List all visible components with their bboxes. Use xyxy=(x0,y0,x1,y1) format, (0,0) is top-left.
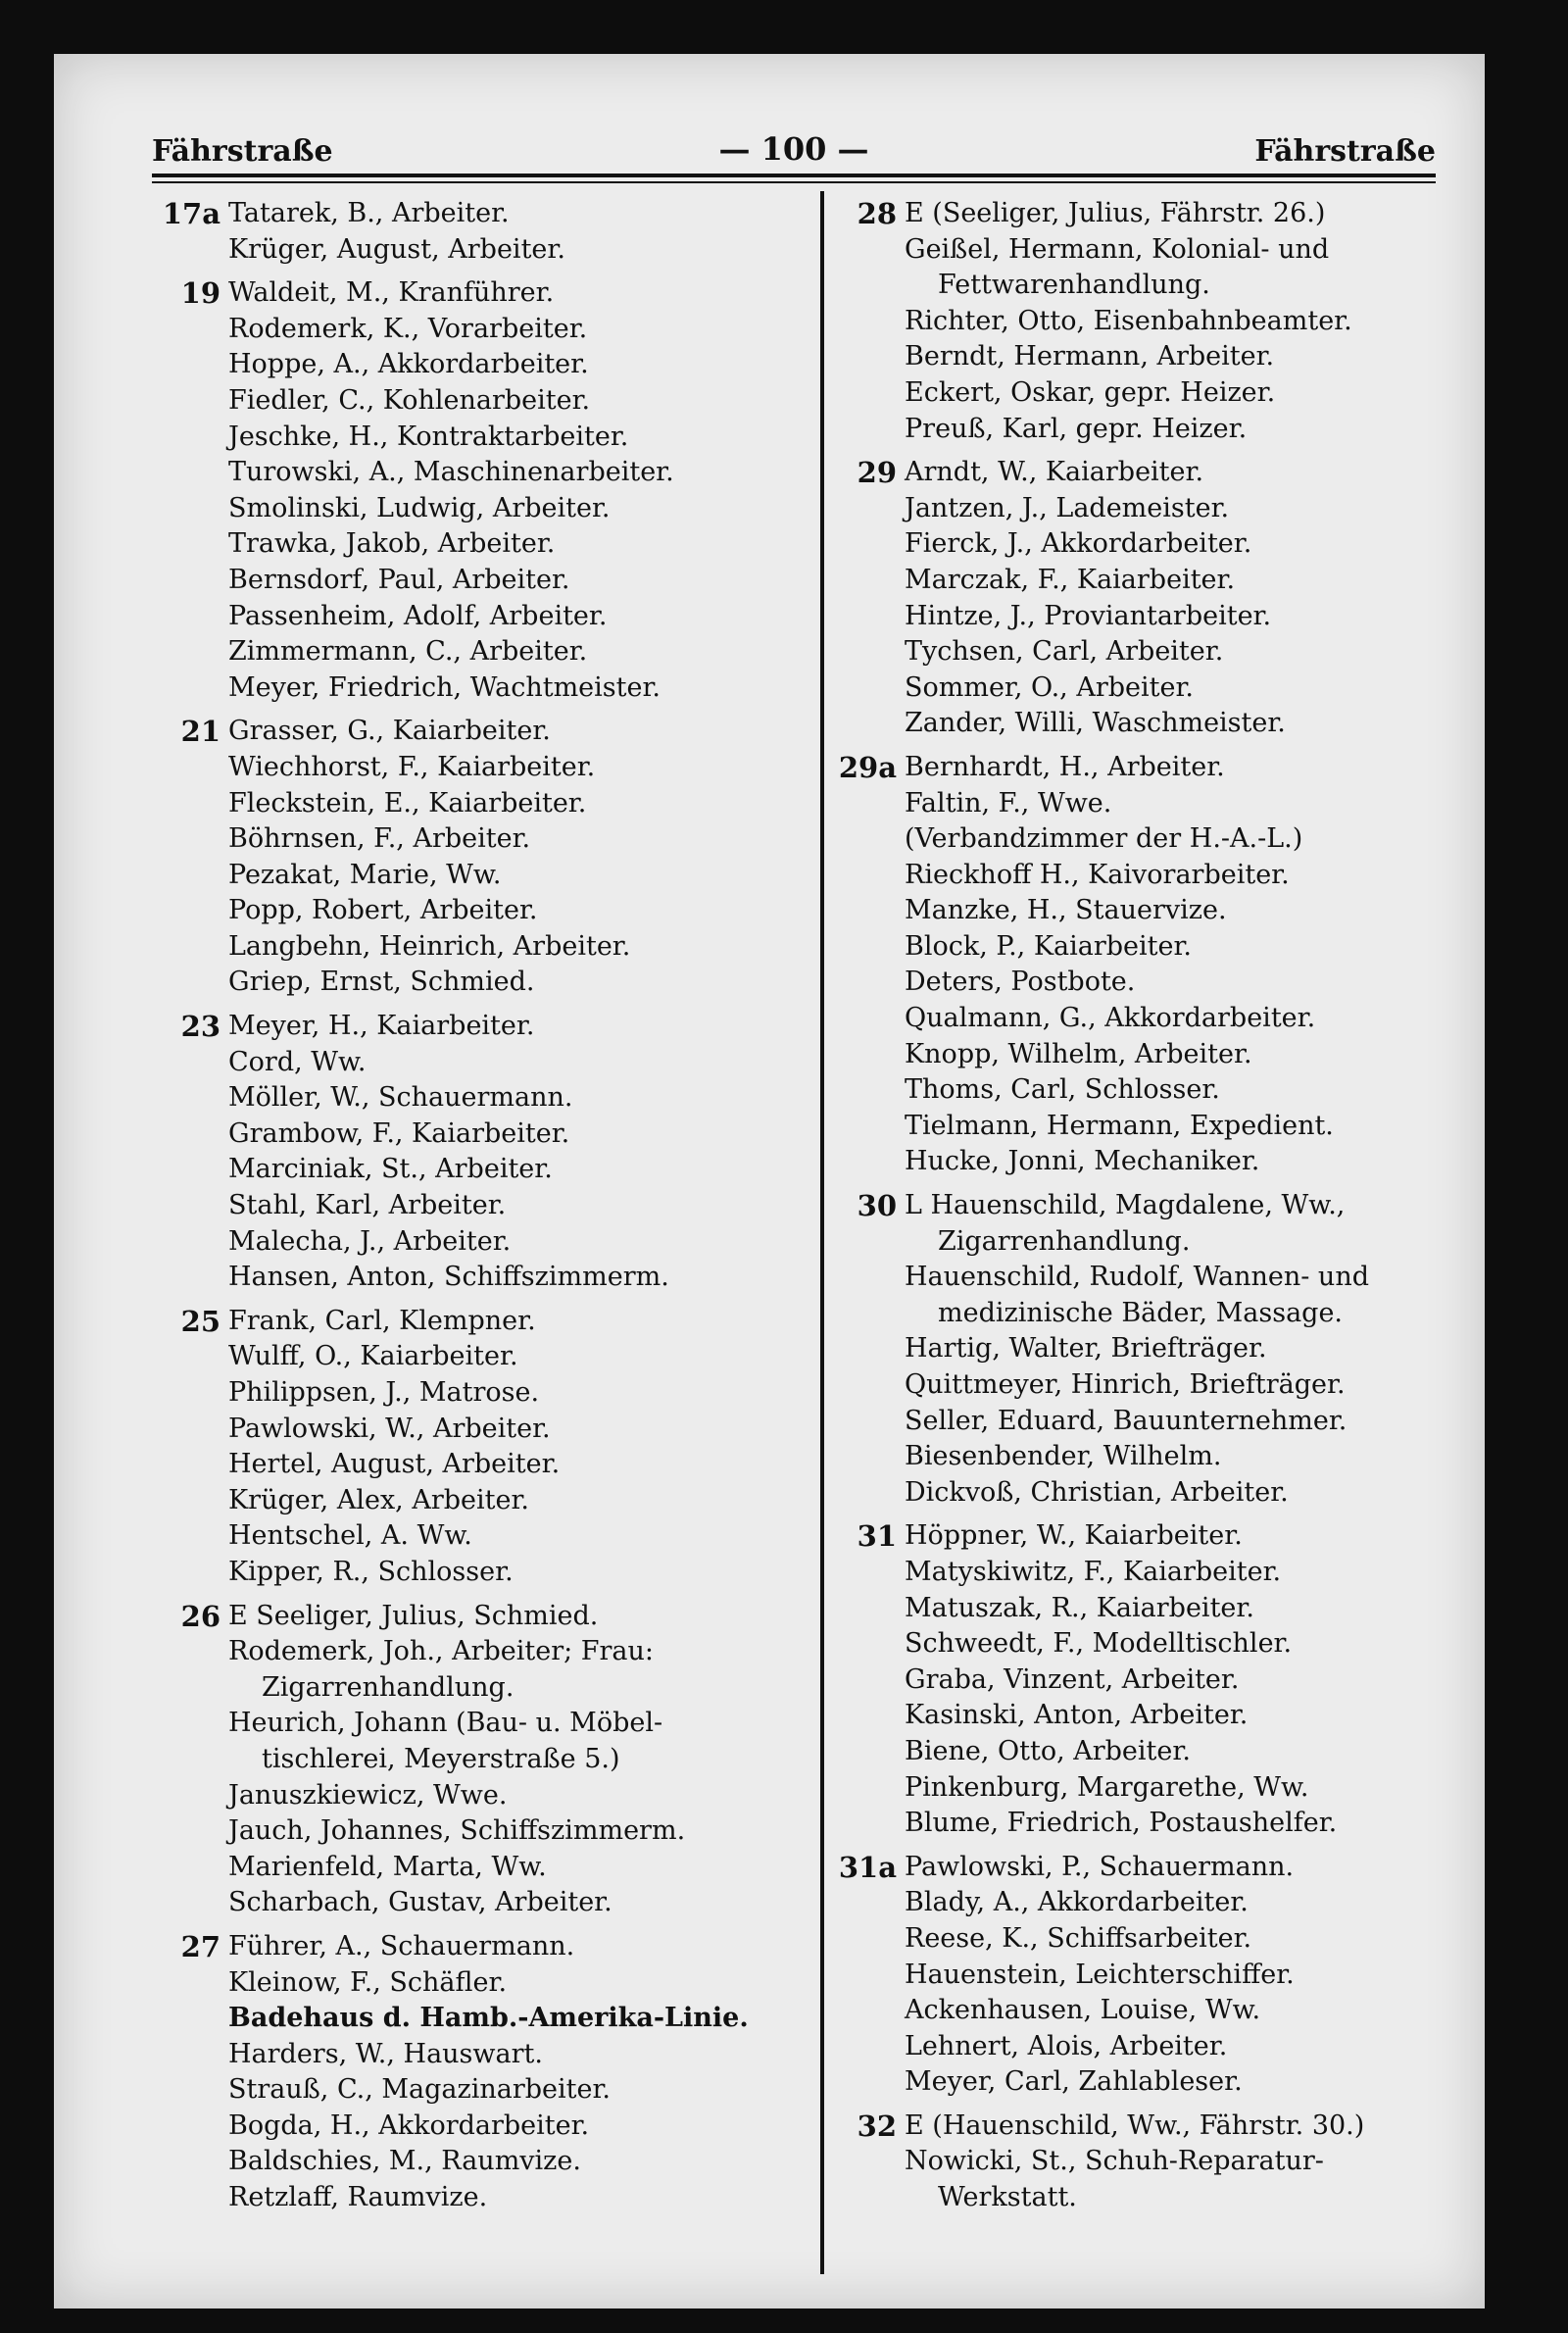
resident-text: Richter, Otto, Eisenbahnbeamter. xyxy=(905,305,1352,336)
resident-line xyxy=(152,1188,808,1224)
resident-line xyxy=(152,1813,808,1850)
resident-line xyxy=(152,1045,808,1081)
house-entry xyxy=(152,1599,808,1921)
resident-text: Kasinski, Anton, Arbeiter. xyxy=(905,1700,1249,1731)
resident-line xyxy=(152,750,808,786)
resident-text: Kipper, R., Schlosser. xyxy=(228,1556,514,1587)
resident-line xyxy=(152,1634,808,1670)
resident-line xyxy=(828,339,1494,375)
resident-text: Hintze, J., Proviantarbeiter. xyxy=(905,600,1272,631)
resident-text: Meyer, Carl, Zahlableser. xyxy=(905,2066,1243,2098)
resident-line xyxy=(152,786,808,822)
resident-text: Harders, W., Hauswart. xyxy=(228,2038,543,2069)
resident-text: Schweedt, F., Modelltischler. xyxy=(905,1628,1293,1660)
resident-text: Strauß, C., Magazinarbeiter. xyxy=(228,2074,612,2106)
resident-line xyxy=(828,2029,1494,2065)
resident-text: Meyer, H., Kaiarbeiter. xyxy=(228,1011,535,1042)
resident-text: Nowicki, St., Schuh-Reparatur- xyxy=(905,2146,1324,2177)
resident-text: Eckert, Oskar, gepr. Heizer. xyxy=(905,376,1276,408)
resident-text: Waldeit, M., Kranführer. xyxy=(228,277,555,309)
resident-line xyxy=(828,929,1494,966)
resident-text: Biene, Otto, Arbeiter. xyxy=(905,1735,1191,1766)
resident-line xyxy=(828,412,1494,448)
page-header xyxy=(152,123,1436,172)
right-column xyxy=(828,196,1494,2224)
resident-text: Pinkenburg, Margarethe, Ww. xyxy=(905,1771,1309,1803)
resident-line xyxy=(828,1663,1494,1699)
directory-page xyxy=(54,54,1485,2308)
house-number: 29a xyxy=(838,750,897,784)
header-rule-thin xyxy=(152,181,1436,183)
resident-text: Quittmeyer, Hinrich, Briefträger. xyxy=(905,1369,1346,1400)
house-number: 19 xyxy=(180,276,220,311)
resident-text: Thoms, Carl, Schlosser. xyxy=(905,1074,1220,1106)
resident-text: Bogda, H., Akkordarbeiter. xyxy=(228,2110,590,2141)
resident-line xyxy=(828,2180,1494,2216)
resident-line xyxy=(828,1224,1494,1261)
resident-line xyxy=(828,563,1494,599)
resident-text: Matuszak, R., Kaiarbeiter. xyxy=(905,1592,1254,1623)
resident-line xyxy=(152,1742,808,1778)
resident-line xyxy=(152,929,808,966)
resident-line xyxy=(828,599,1494,635)
resident-line xyxy=(152,2072,808,2109)
resident-line xyxy=(152,1483,808,1519)
resident-text: Führer, A., Schauermann. xyxy=(228,1930,575,1961)
resident-line xyxy=(828,375,1494,412)
resident-text: Marienfeld, Marta, Ww. xyxy=(228,1851,547,1882)
resident-line xyxy=(152,347,808,383)
resident-line xyxy=(152,893,808,929)
resident-line xyxy=(152,1304,808,1340)
resident-text: E (Seeliger, Julius, Fährstr. 26.) xyxy=(905,198,1326,228)
resident-line xyxy=(152,312,808,348)
resident-line xyxy=(152,455,808,491)
resident-text: Januszkiewicz, Wwe. xyxy=(228,1779,508,1811)
resident-line xyxy=(828,2144,1494,2180)
resident-line xyxy=(152,1375,808,1412)
resident-line xyxy=(152,1009,808,1045)
house-entry xyxy=(152,1009,808,1296)
house-entry xyxy=(828,750,1494,1180)
resident-text: Jeschke, H., Kontraktarbeiter. xyxy=(228,421,629,452)
resident-text: Block, P., Kaiarbeiter. xyxy=(905,930,1192,962)
resident-text: Jauch, Johannes, Schiffszimmerm. xyxy=(228,1815,686,1847)
resident-text: Grambow, F., Kaiarbeiter. xyxy=(228,1117,570,1149)
resident-line xyxy=(828,1698,1494,1734)
resident-line xyxy=(828,750,1494,786)
resident-text: Fleckstein, E., Kaiarbeiter. xyxy=(228,787,587,819)
resident-line xyxy=(828,526,1494,563)
resident-line xyxy=(152,821,808,858)
resident-text: Bernsdorf, Paul, Arbeiter. xyxy=(228,564,570,595)
resident-text: Wulff, O., Kaiarbeiter. xyxy=(228,1341,518,1372)
left-column xyxy=(152,196,808,2224)
resident-line xyxy=(828,1591,1494,1627)
resident-text: Pezakat, Marie, Ww. xyxy=(228,859,502,890)
house-number: 23 xyxy=(180,1010,220,1044)
resident-text: Lehnert, Alois, Arbeiter. xyxy=(905,2030,1228,2061)
resident-line xyxy=(828,1518,1494,1555)
resident-line xyxy=(152,599,808,635)
resident-text: Kleinow, F., Schäfler. xyxy=(228,1966,508,1998)
resident-line xyxy=(828,1770,1494,1807)
resident-line xyxy=(828,670,1494,707)
resident-text: Pawlowski, W., Arbeiter. xyxy=(228,1413,551,1444)
resident-line xyxy=(152,232,808,269)
house-number: 31a xyxy=(838,1850,897,1884)
resident-line xyxy=(152,275,808,312)
resident-text: Blady, A., Akkordarbeiter. xyxy=(905,1887,1249,1918)
resident-line xyxy=(828,965,1494,1001)
page-number: — 100 — xyxy=(718,130,869,168)
header-street-right: Fährstraße xyxy=(1254,134,1436,169)
resident-text: Heurich, Johann (Bau- u. Möbel- xyxy=(228,1708,663,1739)
resident-text: Qualmann, G., Akkordarbeiter. xyxy=(905,1003,1316,1034)
resident-text: Tatarek, B., Arbeiter. xyxy=(228,198,510,228)
house-number: 26 xyxy=(180,1599,220,1633)
resident-text: Smolinski, Ludwig, Arbeiter. xyxy=(228,492,611,523)
resident-text: tischlerei, Meyerstraße 5.) xyxy=(262,1743,620,1774)
resident-line xyxy=(152,2180,808,2216)
resident-line xyxy=(828,2109,1494,2145)
resident-line xyxy=(828,1331,1494,1367)
house-number: 30 xyxy=(857,1189,897,1223)
house-entry xyxy=(152,275,808,706)
resident-line xyxy=(828,1734,1494,1770)
resident-line xyxy=(828,304,1494,340)
resident-text: Hartig, Walter, Briefträger. xyxy=(905,1333,1267,1365)
resident-text: Reese, K., Schiffsarbeiter. xyxy=(905,1922,1252,1954)
resident-text: Zigarrenhandlung. xyxy=(262,1671,514,1703)
resident-line xyxy=(152,1599,808,1635)
resident-line xyxy=(152,714,808,750)
resident-line xyxy=(828,1404,1494,1440)
resident-text: Rieckhoff H., Kaivorarbeiter. xyxy=(905,859,1290,890)
resident-text: Grasser, G., Kaiarbeiter. xyxy=(228,716,551,747)
resident-text: Berndt, Hermann, Arbeiter. xyxy=(905,341,1275,372)
resident-line xyxy=(828,1885,1494,1921)
resident-text: Geißel, Hermann, Kolonial- und xyxy=(905,233,1330,265)
resident-text: Griep, Ernst, Schmied. xyxy=(228,967,535,998)
resident-text: Biesenbender, Wilhelm. xyxy=(905,1441,1222,1472)
house-number: 28 xyxy=(857,197,897,230)
resident-text: Hentschel, A. Ww. xyxy=(228,1520,472,1552)
resident-text: Knopp, Wilhelm, Arbeiter. xyxy=(905,1038,1252,1069)
resident-line xyxy=(828,1144,1494,1180)
resident-text: Werkstatt. xyxy=(938,2182,1077,2213)
resident-text: Krüger, August, Arbeiter. xyxy=(228,233,565,265)
resident-text: Marciniak, St., Arbeiter. xyxy=(228,1154,553,1185)
house-number: 31 xyxy=(857,1519,897,1554)
resident-line xyxy=(828,196,1494,232)
resident-text: Popp, Robert, Arbeiter. xyxy=(228,895,538,926)
resident-line xyxy=(828,1555,1494,1591)
resident-text: Böhrnsen, F., Arbeiter. xyxy=(228,823,531,855)
resident-line xyxy=(828,1072,1494,1109)
resident-text: Blume, Friedrich, Postaushelfer. xyxy=(905,1808,1338,1839)
resident-line xyxy=(152,1518,808,1555)
resident-text: Stahl, Karl, Arbeiter. xyxy=(228,1190,507,1221)
resident-text: Tielmann, Hermann, Expedient. xyxy=(905,1110,1334,1141)
resident-line xyxy=(152,1339,808,1375)
resident-text: Arndt, W., Kaiarbeiter. xyxy=(905,457,1204,488)
resident-line xyxy=(828,858,1494,894)
resident-text: Badehaus d. Hamb.-Amerika-Linie. xyxy=(228,2003,749,2034)
resident-text: E Seeliger, Julius, Schmied. xyxy=(228,1600,599,1631)
resident-text: Zigarrenhandlung. xyxy=(938,1225,1191,1257)
resident-line xyxy=(152,1412,808,1448)
resident-text: Passenheim, Adolf, Arbeiter. xyxy=(228,600,608,631)
house-number: 21 xyxy=(180,715,220,749)
resident-text: Graba, Vinzent, Arbeiter. xyxy=(905,1663,1240,1695)
resident-text: Malecha, J., Arbeiter. xyxy=(228,1225,512,1257)
resident-text: Baldschies, M., Raumvize. xyxy=(228,2146,581,2177)
resident-text: Jantzen, J., Lademeister. xyxy=(905,492,1230,523)
resident-text: Bernhardt, H., Arbeiter. xyxy=(905,751,1225,782)
resident-text: Hauenstein, Leichterschiffer. xyxy=(905,1959,1295,1990)
resident-line xyxy=(828,1296,1494,1332)
resident-line xyxy=(828,232,1494,269)
house-entry xyxy=(152,196,808,268)
resident-line xyxy=(828,268,1494,304)
house-entry xyxy=(152,714,808,1001)
resident-line xyxy=(152,1555,808,1591)
resident-line xyxy=(152,670,808,707)
resident-line xyxy=(152,563,808,599)
resident-text: Langbehn, Heinrich, Arbeiter. xyxy=(228,930,631,962)
resident-text: E (Hauenschild, Ww., Fährstr. 30.) xyxy=(905,2110,1365,2141)
house-entry xyxy=(828,196,1494,447)
resident-line xyxy=(152,491,808,527)
resident-line xyxy=(152,2001,808,2037)
resident-text: medizinische Bäder, Massage. xyxy=(938,1297,1344,1328)
resident-text: Matyskiwitz, F., Kaiarbeiter. xyxy=(905,1556,1282,1587)
resident-text: Rodemerk, K., Vorarbeiter. xyxy=(228,313,588,344)
resident-line xyxy=(152,1152,808,1188)
resident-text: Höppner, W., Kaiarbeiter. xyxy=(905,1520,1243,1552)
resident-line xyxy=(152,1850,808,1886)
resident-text: Möller, W., Schauermann. xyxy=(228,1082,573,1114)
resident-line xyxy=(828,634,1494,670)
column-divider xyxy=(820,191,824,2274)
resident-line xyxy=(152,1447,808,1483)
resident-line xyxy=(152,1965,808,2002)
resident-line xyxy=(828,1475,1494,1512)
house-number: 29 xyxy=(857,456,897,490)
resident-text: L Hauenschild, Magdalene, Ww., xyxy=(905,1190,1346,1221)
house-entry xyxy=(828,1850,1494,2101)
resident-line xyxy=(152,1080,808,1117)
header-rule xyxy=(152,174,1436,177)
resident-text: Ackenhausen, Louise, Ww. xyxy=(905,1995,1261,2026)
resident-line xyxy=(828,455,1494,491)
resident-text: Fiedler, C., Kohlenarbeiter. xyxy=(228,384,591,416)
resident-text: Tychsen, Carl, Arbeiter. xyxy=(905,636,1224,668)
resident-text: Rodemerk, Joh., Arbeiter; Frau: xyxy=(228,1636,655,1667)
resident-text: Hucke, Jonni, Mechaniker. xyxy=(905,1146,1260,1177)
resident-line xyxy=(152,858,808,894)
resident-line xyxy=(152,1260,808,1296)
resident-line xyxy=(828,1188,1494,1224)
resident-line xyxy=(828,1850,1494,1886)
resident-text: Philippsen, J., Matrose. xyxy=(228,1377,540,1408)
house-number: 32 xyxy=(857,2109,897,2143)
resident-line xyxy=(828,491,1494,527)
resident-line xyxy=(152,1929,808,1965)
resident-line xyxy=(828,1626,1494,1663)
resident-line xyxy=(828,1260,1494,1296)
resident-text: Fettwarenhandlung. xyxy=(938,270,1210,301)
resident-line xyxy=(828,1993,1494,2029)
resident-text: Hansen, Anton, Schiffszimmerm. xyxy=(228,1262,669,1293)
resident-text: Krüger, Alex, Arbeiter. xyxy=(228,1484,529,1515)
resident-text: Scharbach, Gustav, Arbeiter. xyxy=(228,1887,612,1918)
house-entry xyxy=(828,2109,1494,2216)
house-entry xyxy=(828,1188,1494,1511)
resident-text: Seller, Eduard, Bauunternehmer. xyxy=(905,1405,1348,1436)
resident-text: Hauenschild, Rudolf, Wannen- und xyxy=(905,1262,1369,1293)
resident-line xyxy=(152,1117,808,1153)
resident-line xyxy=(152,1706,808,1742)
house-number: 17a xyxy=(162,197,220,230)
resident-text: Frank, Carl, Klempner. xyxy=(228,1305,536,1336)
house-entry xyxy=(828,1518,1494,1841)
header-street-left: Fährstraße xyxy=(152,134,333,169)
resident-line xyxy=(152,2144,808,2180)
resident-text: Dickvoß, Christian, Arbeiter. xyxy=(905,1476,1289,1508)
resident-text: Hertel, August, Arbeiter. xyxy=(228,1449,561,1480)
resident-line xyxy=(828,1037,1494,1073)
resident-line xyxy=(828,706,1494,742)
resident-text: Manzke, H., Stauervize. xyxy=(905,895,1227,926)
resident-line xyxy=(828,1439,1494,1475)
resident-line xyxy=(152,383,808,420)
resident-line xyxy=(828,1109,1494,1145)
resident-text: Cord, Ww. xyxy=(228,1046,367,1077)
resident-text: Wiechhorst, F., Kaiarbeiter. xyxy=(228,751,596,782)
resident-line xyxy=(152,1778,808,1814)
resident-line xyxy=(828,821,1494,858)
resident-text: Zimmermann, C., Arbeiter. xyxy=(228,636,588,668)
resident-text: Marczak, F., Kaiarbeiter. xyxy=(905,564,1236,595)
resident-text: Preuß, Karl, gepr. Heizer. xyxy=(905,413,1248,444)
resident-line xyxy=(828,1001,1494,1037)
resident-text: Meyer, Friedrich, Wachtmeister. xyxy=(228,671,662,703)
resident-line xyxy=(152,420,808,456)
resident-line xyxy=(828,1367,1494,1404)
resident-text: Faltin, F., Wwe. xyxy=(905,787,1112,819)
resident-line xyxy=(152,965,808,1001)
resident-line xyxy=(828,2064,1494,2101)
resident-text: Zander, Willi, Waschmeister. xyxy=(905,708,1286,739)
house-entry xyxy=(152,1929,808,2216)
house-number: 27 xyxy=(180,1929,220,1963)
resident-text: Deters, Postbote. xyxy=(905,967,1136,998)
resident-line xyxy=(152,634,808,670)
resident-line xyxy=(152,2109,808,2145)
resident-text: Sommer, O., Arbeiter. xyxy=(905,671,1194,703)
resident-line xyxy=(828,1958,1494,1994)
house-entry xyxy=(152,1304,808,1591)
resident-text: Pawlowski, P., Schauermann. xyxy=(905,1851,1295,1882)
resident-line xyxy=(828,1921,1494,1958)
resident-line xyxy=(828,893,1494,929)
resident-line xyxy=(152,526,808,563)
house-entry xyxy=(828,455,1494,742)
resident-line xyxy=(152,1224,808,1261)
resident-text: Turowski, A., Maschinenarbeiter. xyxy=(228,457,674,488)
resident-line xyxy=(152,1885,808,1921)
resident-line xyxy=(152,1670,808,1707)
resident-line xyxy=(828,1806,1494,1842)
house-number: 25 xyxy=(180,1304,220,1338)
resident-line xyxy=(152,196,808,232)
resident-line xyxy=(828,786,1494,822)
resident-text: (Verbandzimmer der H.-A.-L.) xyxy=(905,823,1303,855)
resident-line xyxy=(152,2037,808,2073)
resident-text: Trawka, Jakob, Arbeiter. xyxy=(228,528,556,560)
resident-text: Hoppe, A., Akkordarbeiter. xyxy=(228,349,589,380)
resident-text: Retzlaff, Raumvize. xyxy=(228,2182,488,2213)
resident-text: Fierck, J., Akkordarbeiter. xyxy=(905,528,1252,560)
